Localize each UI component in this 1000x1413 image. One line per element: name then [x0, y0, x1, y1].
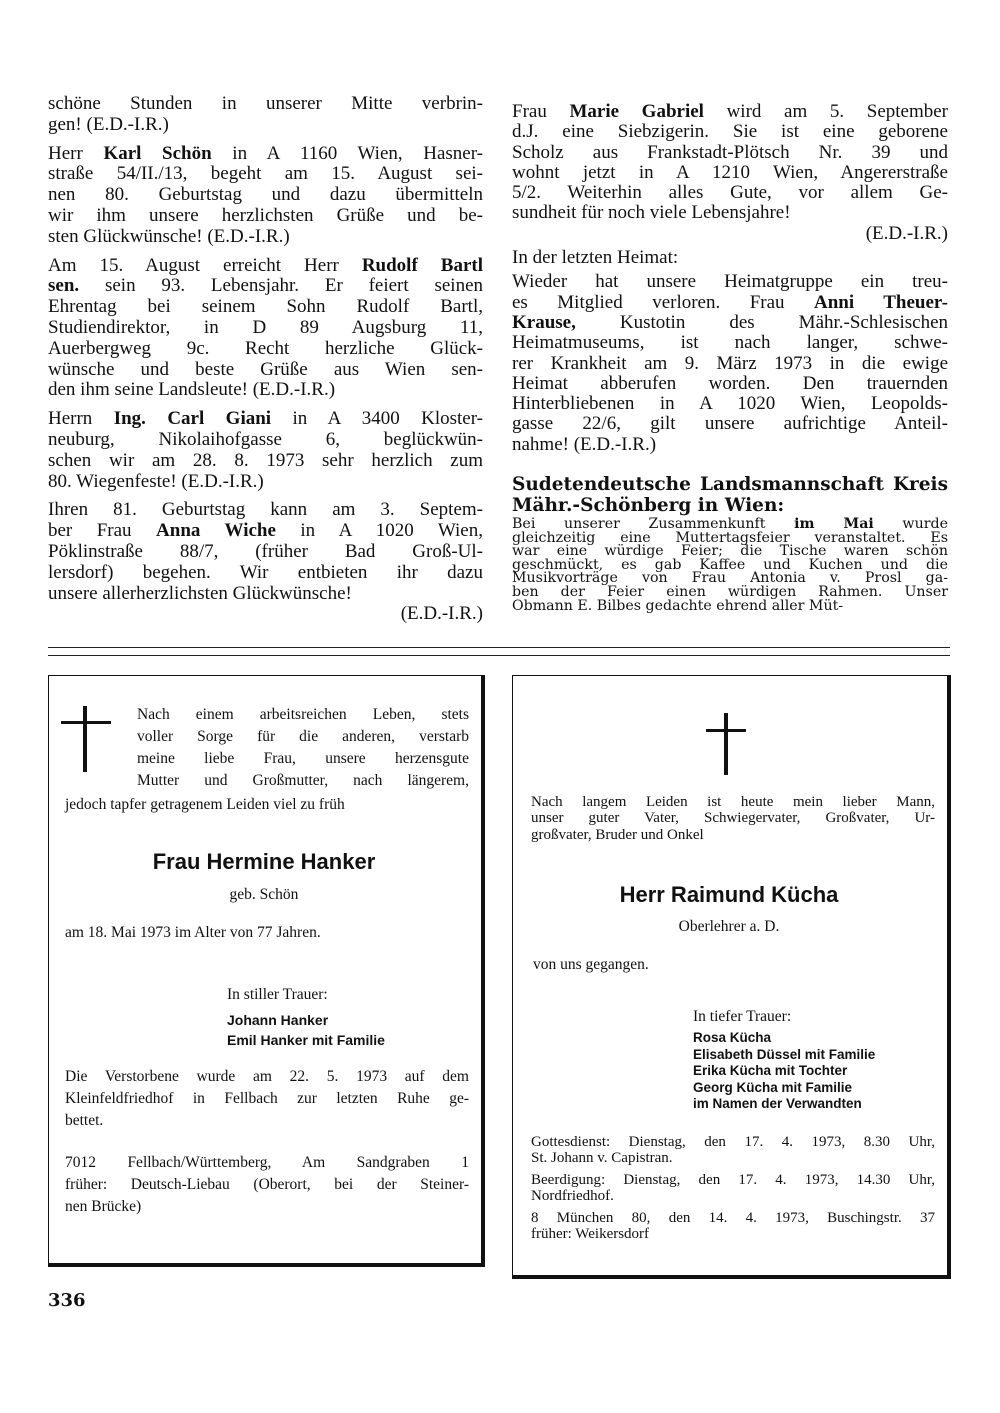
- text-segment: schöne Stunden in unserer Mitte verbrin-: [48, 93, 483, 114]
- text-segment: straße 54/II./13, begeht am 15. August sei-: [48, 163, 483, 185]
- text-line: [48, 451, 483, 472]
- paragraph: [512, 248, 948, 268]
- text-line: [48, 563, 483, 584]
- text-segment: gen! (E.D.-I.R.): [48, 113, 169, 135]
- service-line: St. Johann v. Capistran.: [531, 1150, 673, 1167]
- mourner: Erika Kücha mit Tochter: [693, 1063, 848, 1078]
- signoff: (E.D.-I.R.): [400, 603, 483, 625]
- mourner: Georg Kücha mit Familie: [693, 1079, 853, 1095]
- text-segment: wir ihm unsere herzlichsten Grüße und be-: [48, 204, 483, 226]
- section-landsmannschaft: [512, 474, 948, 613]
- bold-name: Krause,: [512, 311, 576, 333]
- text-line: [48, 318, 483, 339]
- text-segment: gleichzeitig eine Muttertagsfeier veranstaltet. Es: [512, 529, 948, 546]
- text-segment: in A 1020 Wien,: [275, 520, 483, 542]
- text-segment: Wieder hat unsere Heimatgruppe ein treu-: [512, 271, 948, 293]
- service-line: Gottesdienst: Dienstag, den 17. 4. 1973, 8.30 Uhr,: [531, 1134, 935, 1150]
- text-line: [512, 597, 948, 614]
- text-segment: Auerbergweg 9c. Recht herzliche Glück-: [48, 337, 483, 359]
- text-segment: neuburg, Nikolaihofgasse 6, beglückwün-: [48, 428, 483, 450]
- text-line: [512, 203, 948, 223]
- text-segment: d.J. eine Siebzigerin. Sie ist eine geborene: [512, 121, 948, 143]
- text-segment: Heimatmuseums, ist nach langer, schwe-: [512, 332, 948, 354]
- deceased-name: Herr Raimund Kücha: [619, 882, 839, 907]
- address-line: früher: Weikersdorf: [531, 1226, 650, 1243]
- obituary-raimund-kuecha: [512, 675, 951, 1279]
- text-segment: nahme! (E.D.-I.R.): [512, 433, 657, 455]
- text-line: [48, 521, 483, 542]
- mourner: Elisabeth Düssel mit Familie: [693, 1046, 876, 1062]
- text-line: [48, 206, 483, 227]
- mourner: Rosa Kücha: [693, 1030, 772, 1045]
- text-segment: rer Krankheit am 9. März 1973 in die ewige: [512, 352, 948, 374]
- bold-name: sen.: [48, 275, 80, 297]
- mourner: im Namen der Verwandten: [693, 1096, 862, 1111]
- text-segment: Pöklinstraße 88/7, (früher Bad Groß-Ul-: [48, 540, 483, 562]
- bold-name: Rudolf Bartl: [361, 254, 483, 276]
- passed-away-line: von uns gegangen.: [533, 956, 649, 973]
- page-number: 336: [48, 1290, 86, 1311]
- text-segment: sundheit für noch viele Lebensjahre!: [512, 202, 791, 224]
- text-segment: lersdorf) begehen. Wir entbieten ihr dazu: [48, 561, 483, 583]
- text-segment: Bei unserer Zusammenkunft: [512, 516, 795, 532]
- mourner: Johann Hanker: [227, 1012, 329, 1028]
- text-segment: Herrn: [48, 408, 114, 430]
- left-column: [48, 94, 483, 625]
- text-segment: wurde: [873, 516, 948, 532]
- text-line: [48, 339, 483, 360]
- text-line: [512, 248, 948, 268]
- maiden-name: geb. Schön: [229, 886, 299, 903]
- text-line: [512, 293, 948, 313]
- bold-name: Anni Theuer-: [814, 291, 948, 313]
- bold-name: im Mai: [794, 516, 874, 532]
- text-segment: sein 93. Lebensjahr. Er feiert seinen: [79, 275, 483, 297]
- divider: [48, 647, 950, 648]
- text-segment: gasse 22/6, gilt unsere aufrichtige Anteil-: [512, 413, 948, 435]
- intro-line: meine liebe Frau, unsere herzensgute: [137, 750, 469, 767]
- address-line: früher: Deutsch-Liebau (Oberort, bei der Steiner-: [65, 1176, 469, 1193]
- text-line: [48, 430, 483, 451]
- section-heading: Mähr.-Schönberg in Wien:: [512, 495, 785, 516]
- divider: [48, 655, 950, 656]
- text-segment: 80. Wiegenfeste! (E.D.-I.R.): [48, 470, 264, 492]
- text-line: [48, 227, 483, 248]
- deceased-name: Frau Hermine Hanker: [152, 849, 376, 874]
- text-line: [512, 313, 948, 333]
- text-line: [512, 143, 948, 163]
- text-line: [48, 409, 483, 430]
- text-segment: Heimat abberufen worden. Den trauernden: [512, 372, 948, 394]
- text-line: [48, 297, 483, 318]
- text-segment: Studiendirektor, in D 89 Augsburg 11,: [48, 316, 483, 338]
- text-line: [48, 276, 483, 297]
- bold-name: Karl Schön: [103, 142, 212, 164]
- text-segment: 5/2. Weiterhin alles Gute, vor allem Ge-: [512, 182, 948, 204]
- text-segment: es Mitglied verloren. Frau: [512, 291, 814, 313]
- text-segment: in A 1160 Wien, Hasner-: [211, 142, 484, 164]
- burial-line: Kleinfeldfriedhof in Fellbach zur letzten Ruhe ge-: [65, 1090, 469, 1107]
- text-segment: Ihren 81. Geburtstag kann am 3. Septem-: [48, 499, 483, 521]
- paragraph: [48, 500, 483, 625]
- section-body: [512, 518, 948, 613]
- paragraph: [48, 94, 483, 136]
- deceased-title: Oberlehrer a. D.: [678, 918, 780, 935]
- intro-line: Nach einem arbeitsreichen Leben, stets: [137, 706, 469, 723]
- text-line: [512, 414, 948, 434]
- text-segment: war eine würdige Feier; die Tische waren schön: [512, 543, 948, 560]
- address-line: 7012 Fellbach/Württemberg, Am Sandgraben 1: [65, 1154, 469, 1171]
- intro-line: großvater, Bruder und Onkel: [531, 826, 704, 843]
- text-line: [512, 354, 948, 374]
- text-line: [512, 272, 948, 292]
- text-segment: in A 3400 Kloster-: [271, 408, 483, 430]
- funeral-line: Nordfriedhof.: [531, 1188, 614, 1205]
- intro-line: Mutter und Großmutter, nach längerem,: [137, 772, 469, 789]
- text-segment: ben der Feier einen würdigen Rahmen. Unser: [512, 583, 948, 600]
- bold-name: Anna Wiche: [156, 520, 276, 542]
- intro-line: Nach langem Leiden ist heute mein lieber Mann,: [531, 794, 935, 810]
- mourner: Emil Hanker mit Familie: [227, 1032, 385, 1048]
- text-segment: Musikvorträge von Frau Antonia v. Prosl ga-: [512, 570, 948, 587]
- text-line: [512, 374, 948, 394]
- text-segment: Herr: [48, 142, 104, 164]
- mourning-label: In tiefer Trauer:: [693, 1008, 792, 1025]
- bold-name: Marie Gabriel: [569, 101, 704, 122]
- funeral-line: Beerdigung: Dienstag, den 17. 4. 1973, 14.30 Uhr,: [531, 1172, 935, 1188]
- text-line: [512, 122, 948, 142]
- paragraph: [48, 409, 483, 492]
- intro-line: voller Sorge für die anderen, verstarb: [137, 728, 469, 745]
- text-line: [512, 163, 948, 183]
- text-segment: Obmann E. Bilbes gedachte ehrend aller Müt-: [512, 597, 844, 614]
- text-line: [512, 183, 948, 203]
- text-line: [48, 185, 483, 206]
- text-segment: Scholz aus Frankstadt-Plötsch Nr. 39 und: [512, 141, 948, 163]
- text-segment: den ihm seine Landsleute! (E.D.-I.R.): [48, 379, 336, 401]
- text-line: [48, 380, 483, 401]
- section-heading: Sudetendeutsche Landsmannschaft Kreis: [512, 474, 948, 495]
- death-date: am 18. Mai 1973 im Alter von 77 Jahren.: [65, 924, 321, 941]
- paragraph: [48, 256, 483, 402]
- obituary-hermine-hanker: [48, 675, 485, 1267]
- text-line: [48, 472, 483, 493]
- bold-name: Ing. Carl Giani: [113, 408, 272, 430]
- intro-line: unser guter Vater, Schwiegervater, Großvater, Ur-: [531, 810, 935, 827]
- text-line: [512, 435, 948, 455]
- burial-line: Die Verstorbene wurde am 22. 5. 1973 auf dem: [65, 1068, 469, 1085]
- text-line: [48, 256, 483, 277]
- text-line: [512, 394, 948, 414]
- text-segment: In der letzten Heimat:: [512, 247, 679, 269]
- latin-cross-icon: [61, 706, 111, 772]
- signoff: (E.D.-I.R.): [865, 222, 948, 244]
- text-segment: Ehrentag bei seinem Sohn Rudolf Bartl,: [48, 296, 483, 318]
- paragraph: [48, 144, 483, 248]
- address-line: 8 München 80, den 14. 4. 1973, Buschingstr. 37: [531, 1210, 935, 1226]
- paragraph: [512, 102, 948, 244]
- text-segment: Frau: [512, 101, 570, 122]
- right-column: [512, 102, 948, 455]
- text-segment: unsere allerherzlichsten Glückwünsche!: [48, 582, 352, 604]
- burial-line: bettet.: [65, 1112, 104, 1129]
- text-line: [512, 333, 948, 353]
- text-segment: Am 15. August erreicht Herr: [48, 254, 362, 276]
- address-line: nen Brücke): [65, 1198, 142, 1215]
- text-segment: wünsche und beste Grüße aus Wien sen-: [48, 358, 483, 380]
- text-segment: wird am 5. September: [703, 101, 949, 122]
- text-line: [48, 94, 483, 115]
- text-line: [48, 500, 483, 521]
- text-line: [48, 144, 483, 165]
- text-segment: wohnt jetzt in A 1210 Wien, Angererstraße: [512, 161, 948, 183]
- latin-cross-icon: [706, 713, 746, 775]
- paragraph: [512, 272, 948, 455]
- text-line: [512, 102, 948, 122]
- text-segment: nen 80. Geburtstag und dazu übermitteln: [48, 184, 483, 206]
- text-segment: schen wir am 28. 8. 1973 sehr herzlich zum: [48, 449, 483, 471]
- intro-line: jedoch tapfer getragenem Leiden viel zu früh: [65, 796, 345, 813]
- text-segment: ber Frau: [48, 520, 157, 542]
- text-line: [48, 115, 483, 136]
- text-line: [48, 360, 483, 381]
- text-line: [48, 584, 483, 605]
- mourning-label: In stiller Trauer:: [227, 986, 328, 1003]
- text-segment: Kustotin des Mähr.-Schlesischen: [575, 311, 948, 333]
- text-segment: geschmückt, es gab Kaffee und Kuchen und die: [512, 556, 948, 573]
- text-segment: Hinterbliebenen in A 1020 Wien, Leopolds-: [512, 393, 948, 415]
- text-line: [48, 164, 483, 185]
- text-line: [48, 542, 483, 563]
- text-segment: sten Glückwünsche! (E.D.-I.R.): [48, 225, 290, 247]
